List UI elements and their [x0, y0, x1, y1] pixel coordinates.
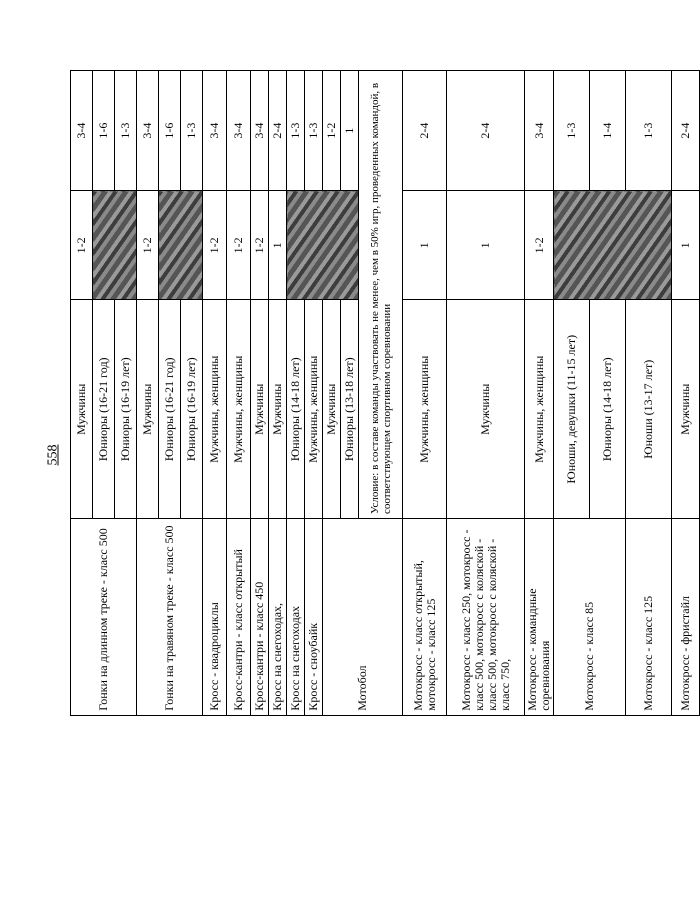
range-cell-a: 1-2 [525, 191, 554, 300]
category-cell: Мужчины [137, 300, 159, 519]
range-cell-b: 1-3 [626, 71, 672, 191]
discipline-cell: Кросс-кантри - класс открытый [227, 519, 251, 716]
range-cell-b: 1-6 [159, 71, 181, 191]
range-cell-b: 1-4 [590, 71, 626, 191]
category-cell: Юноши (13-17 лет) [626, 300, 672, 519]
range-cell-a: 1-2 [71, 191, 93, 300]
category-cell: Юниоры (16-21 год) [93, 300, 115, 519]
category-cell: Мужчины [672, 300, 700, 519]
range-cell-a: 1-2 [203, 191, 227, 300]
category-cell: Юниоры (14-18 лет) [287, 300, 305, 519]
discipline-cell: Мотокросс - класс 85 [554, 519, 626, 716]
range-cell-b: 1-3 [287, 71, 305, 191]
category-cell: Мужчины, женщины [305, 300, 323, 519]
discipline-cell: Мотобол [323, 519, 403, 716]
blank-margin-cell [71, 715, 700, 890]
discipline-cell: Гонки на травяном треке - класс 500 [137, 519, 203, 716]
table-row [71, 71, 93, 891]
range-cell-b: 2-4 [269, 71, 287, 191]
category-cell: Юниоры (13-18 лет) [341, 300, 359, 519]
range-cell-b: 3-4 [251, 71, 269, 191]
category-cell: Мужчины [269, 300, 287, 519]
discipline-cell: Кросс - сноубайк [305, 519, 323, 716]
category-cell: Мужчины, женщины [227, 300, 251, 519]
range-cell-b: 3-4 [203, 71, 227, 191]
range-cell-b: 3-4 [227, 71, 251, 191]
discipline-cell: Кросс - квадроциклы [203, 519, 227, 716]
range-cell-b: 1-2 [323, 71, 341, 191]
category-cell: Юниоры (16-19 лет) [181, 300, 203, 519]
shaded-cell [287, 191, 359, 300]
range-cell-b: 1-6 [93, 71, 115, 191]
discipline-cell: Мотокросс - фристайл [672, 519, 700, 716]
discipline-cell: Мотокросс - класс открытый, мотокросс - класс 125 [403, 519, 447, 716]
range-cell-b: 1-3 [305, 71, 323, 191]
range-cell-a: 1-2 [227, 191, 251, 300]
category-cell: Юниоры (16-19 лет) [115, 300, 137, 519]
category-cell: Юниоры (14-18 лет) [590, 300, 626, 519]
category-cell: Мужчины [323, 300, 341, 519]
range-cell-b: 3-4 [137, 71, 159, 191]
page-number: 558 [45, 444, 61, 466]
range-cell-a: 1 [269, 191, 287, 300]
shaded-cell [93, 191, 137, 300]
range-cell-b: 1-3 [181, 71, 203, 191]
discipline-cell: Кросс на снегоходах [287, 519, 305, 716]
range-cell-b: 3-4 [525, 71, 554, 191]
range-cell-b: 1-3 [115, 71, 137, 191]
range-cell-a: 1-2 [251, 191, 269, 300]
range-cell-a: 1 [672, 191, 700, 300]
range-cell-b: 3-4 [71, 71, 93, 191]
category-cell: Мужчины [447, 300, 525, 519]
discipline-cell: Кросс на снегоходах, [269, 519, 287, 716]
category-cell: Мужчины [251, 300, 269, 519]
range-cell-b: 2-4 [447, 71, 525, 191]
category-cell: Мужчины [71, 300, 93, 519]
range-cell-b: 1-3 [554, 71, 590, 191]
discipline-cell: Мотокросс - класс 250, мотокросс - класс 500, мотокросс с коляской - класс 500, мотокросс с коляской - класс 750, [447, 519, 525, 716]
category-cell: Юниоры (16-21 год) [159, 300, 181, 519]
discipline-cell: Кросс-кантри - класс 450 [251, 519, 269, 716]
shaded-cell [554, 191, 672, 300]
discipline-cell: Гонки на длинном треке - класс 500 [71, 519, 137, 716]
category-cell: Мужчины, женщины [525, 300, 554, 519]
range-cell-a: 1-2 [137, 191, 159, 300]
condition-note-cell: Условие: в составе команды участвовать не менее, чем в 50% игр, проведенных командой, в соответствующем спортивном соревновании [359, 71, 403, 519]
range-cell-b: 1 [341, 71, 359, 191]
shaded-cell [159, 191, 203, 300]
range-cell-b: 2-4 [403, 71, 447, 191]
range-cell-b: 2-4 [672, 71, 700, 191]
rotated-table-sheet [70, 70, 692, 890]
ranking-table [70, 70, 700, 890]
discipline-cell: Мотокросс - командные соревнования [525, 519, 554, 716]
category-cell: Мужчины, женщины [203, 300, 227, 519]
category-cell: Юноши, девушки (11-15 лет) [554, 300, 590, 519]
category-cell: Мужчины, женщины [403, 300, 447, 519]
range-cell-a: 1 [447, 191, 525, 300]
discipline-cell: Мотокросс - класс 125 [626, 519, 672, 716]
range-cell-a: 1 [403, 191, 447, 300]
